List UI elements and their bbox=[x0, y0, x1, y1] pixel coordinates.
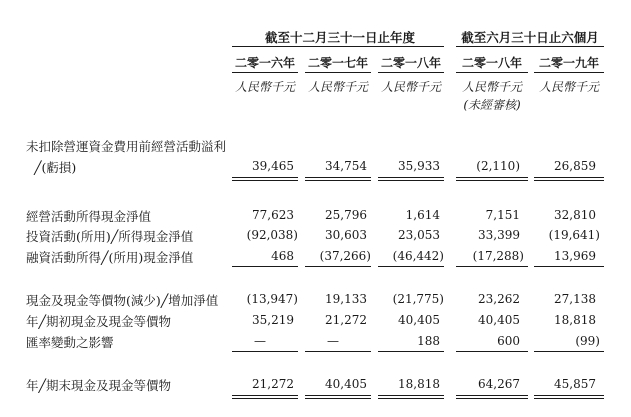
total-rule bbox=[534, 395, 604, 396]
cell-value: — bbox=[327, 334, 339, 348]
year-underline bbox=[232, 72, 298, 73]
cell-value: 7,151 bbox=[485, 208, 520, 222]
subtotal-rule bbox=[534, 351, 604, 352]
cell-value: (99) bbox=[575, 334, 600, 348]
cell-value: 33,399 bbox=[478, 228, 520, 242]
total-rule bbox=[378, 398, 444, 399]
total-rule bbox=[378, 395, 444, 396]
total-rule bbox=[456, 398, 528, 399]
total-rule bbox=[305, 180, 371, 181]
cell-value: 1,614 bbox=[405, 208, 440, 222]
year-underline bbox=[534, 72, 604, 73]
subtotal-rule bbox=[305, 351, 371, 352]
total-rule bbox=[534, 177, 604, 178]
subtotal-rule bbox=[232, 266, 298, 267]
row-label: 經營活動所得現金淨值 bbox=[26, 209, 152, 224]
cell-value: 27,138 bbox=[554, 292, 596, 306]
cell-value: 188 bbox=[417, 334, 440, 348]
subtotal-rule bbox=[305, 266, 371, 267]
cell-value: (2,110) bbox=[476, 159, 520, 173]
year-header-2017: 二零一七年 bbox=[307, 56, 368, 70]
total-rule bbox=[534, 180, 604, 181]
cell-value: 35,219 bbox=[252, 313, 294, 327]
total-rule bbox=[305, 398, 371, 399]
row-label: 融資活動所得╱(所用)現金淨值 bbox=[26, 250, 194, 265]
cell-value: 468 bbox=[271, 249, 294, 263]
header-year-end: 截至十二月三十一日止年度 bbox=[264, 30, 415, 45]
cell-value: 40,405 bbox=[398, 313, 440, 327]
subtotal-rule bbox=[534, 266, 604, 267]
year-header-2018-six: 二零一八年 bbox=[461, 56, 522, 70]
unit-label: 人民幣千元 bbox=[307, 80, 368, 94]
cell-value: 32,810 bbox=[554, 208, 596, 222]
cell-value: 600 bbox=[497, 334, 520, 348]
cell-value: (19,641) bbox=[548, 228, 600, 242]
year-header-2016: 二零一六年 bbox=[234, 56, 295, 70]
subtotal-rule bbox=[456, 351, 528, 352]
row-label: 匯率變動之影響 bbox=[26, 335, 114, 350]
subtotal-rule bbox=[378, 266, 444, 267]
cell-value: 39,465 bbox=[252, 159, 294, 173]
unit-label: 人民幣千元 bbox=[538, 80, 599, 94]
year-underline bbox=[305, 72, 371, 73]
cell-value: 64,267 bbox=[478, 377, 520, 391]
cell-value: 18,818 bbox=[398, 377, 440, 391]
cell-value: (13,947) bbox=[246, 292, 298, 306]
cell-value: 25,796 bbox=[325, 208, 367, 222]
unit-label: 人民幣千元 bbox=[461, 80, 522, 94]
subtotal-rule bbox=[456, 266, 528, 267]
cell-value: — bbox=[254, 334, 266, 348]
group-underline-six bbox=[456, 46, 604, 47]
cell-value: 18,818 bbox=[554, 313, 596, 327]
cell-value: 40,405 bbox=[325, 377, 367, 391]
row-label: 未扣除營運資金費用前經營活動溢利 bbox=[26, 139, 227, 154]
row-label: 年╱期初現金及現金等價物 bbox=[26, 314, 172, 329]
cell-value: 19,133 bbox=[325, 292, 367, 306]
total-rule bbox=[232, 398, 298, 399]
cell-value: 45,857 bbox=[554, 377, 596, 391]
subtotal-rule bbox=[232, 351, 298, 352]
cell-value: 77,623 bbox=[252, 208, 294, 222]
cell-value: (46,442) bbox=[392, 249, 444, 263]
cell-value: 34,754 bbox=[325, 159, 367, 173]
cell-value: (17,288) bbox=[472, 249, 524, 263]
row-label: 投資活動(所用)╱所得現金淨值 bbox=[26, 229, 194, 244]
year-header-2019-six: 二零一九年 bbox=[538, 56, 599, 70]
unaudited-note: (未經審核) bbox=[463, 98, 521, 112]
cell-value: 40,405 bbox=[478, 313, 520, 327]
unit-label: 人民幣千元 bbox=[380, 80, 441, 94]
total-rule bbox=[456, 180, 528, 181]
unit-label: 人民幣千元 bbox=[234, 80, 295, 94]
year-header-2018: 二零一八年 bbox=[380, 56, 441, 70]
row-label: 年╱期末現金及現金等價物 bbox=[26, 378, 172, 393]
cell-value: 23,262 bbox=[478, 292, 520, 306]
cell-value: 21,272 bbox=[252, 377, 294, 391]
total-rule bbox=[456, 395, 528, 396]
cell-value: 35,933 bbox=[398, 159, 440, 173]
total-rule bbox=[232, 395, 298, 396]
cell-value: (21,775) bbox=[392, 292, 444, 306]
total-rule bbox=[378, 180, 444, 181]
row-label: 現金及現金等價物(減少)╱增加淨值 bbox=[26, 293, 219, 308]
cell-value: (37,266) bbox=[319, 249, 371, 263]
header-six-months: 截至六月三十日止六個月 bbox=[461, 30, 599, 45]
total-rule bbox=[232, 177, 298, 178]
total-rule bbox=[305, 177, 371, 178]
cell-value: 23,053 bbox=[398, 228, 440, 242]
total-rule bbox=[456, 177, 528, 178]
subtotal-rule bbox=[378, 351, 444, 352]
row-label-continued: ╱(虧損) bbox=[34, 160, 77, 175]
group-underline-year bbox=[232, 46, 444, 47]
total-rule bbox=[305, 395, 371, 396]
total-rule bbox=[534, 398, 604, 399]
cell-value: 21,272 bbox=[325, 313, 367, 327]
total-rule bbox=[378, 177, 444, 178]
total-rule bbox=[232, 180, 298, 181]
year-underline bbox=[378, 72, 444, 73]
cell-value: 30,603 bbox=[325, 228, 367, 242]
cell-value: (92,038) bbox=[246, 228, 298, 242]
cell-value: 13,969 bbox=[554, 249, 596, 263]
cell-value: 26,859 bbox=[554, 159, 596, 173]
year-underline bbox=[456, 72, 528, 73]
